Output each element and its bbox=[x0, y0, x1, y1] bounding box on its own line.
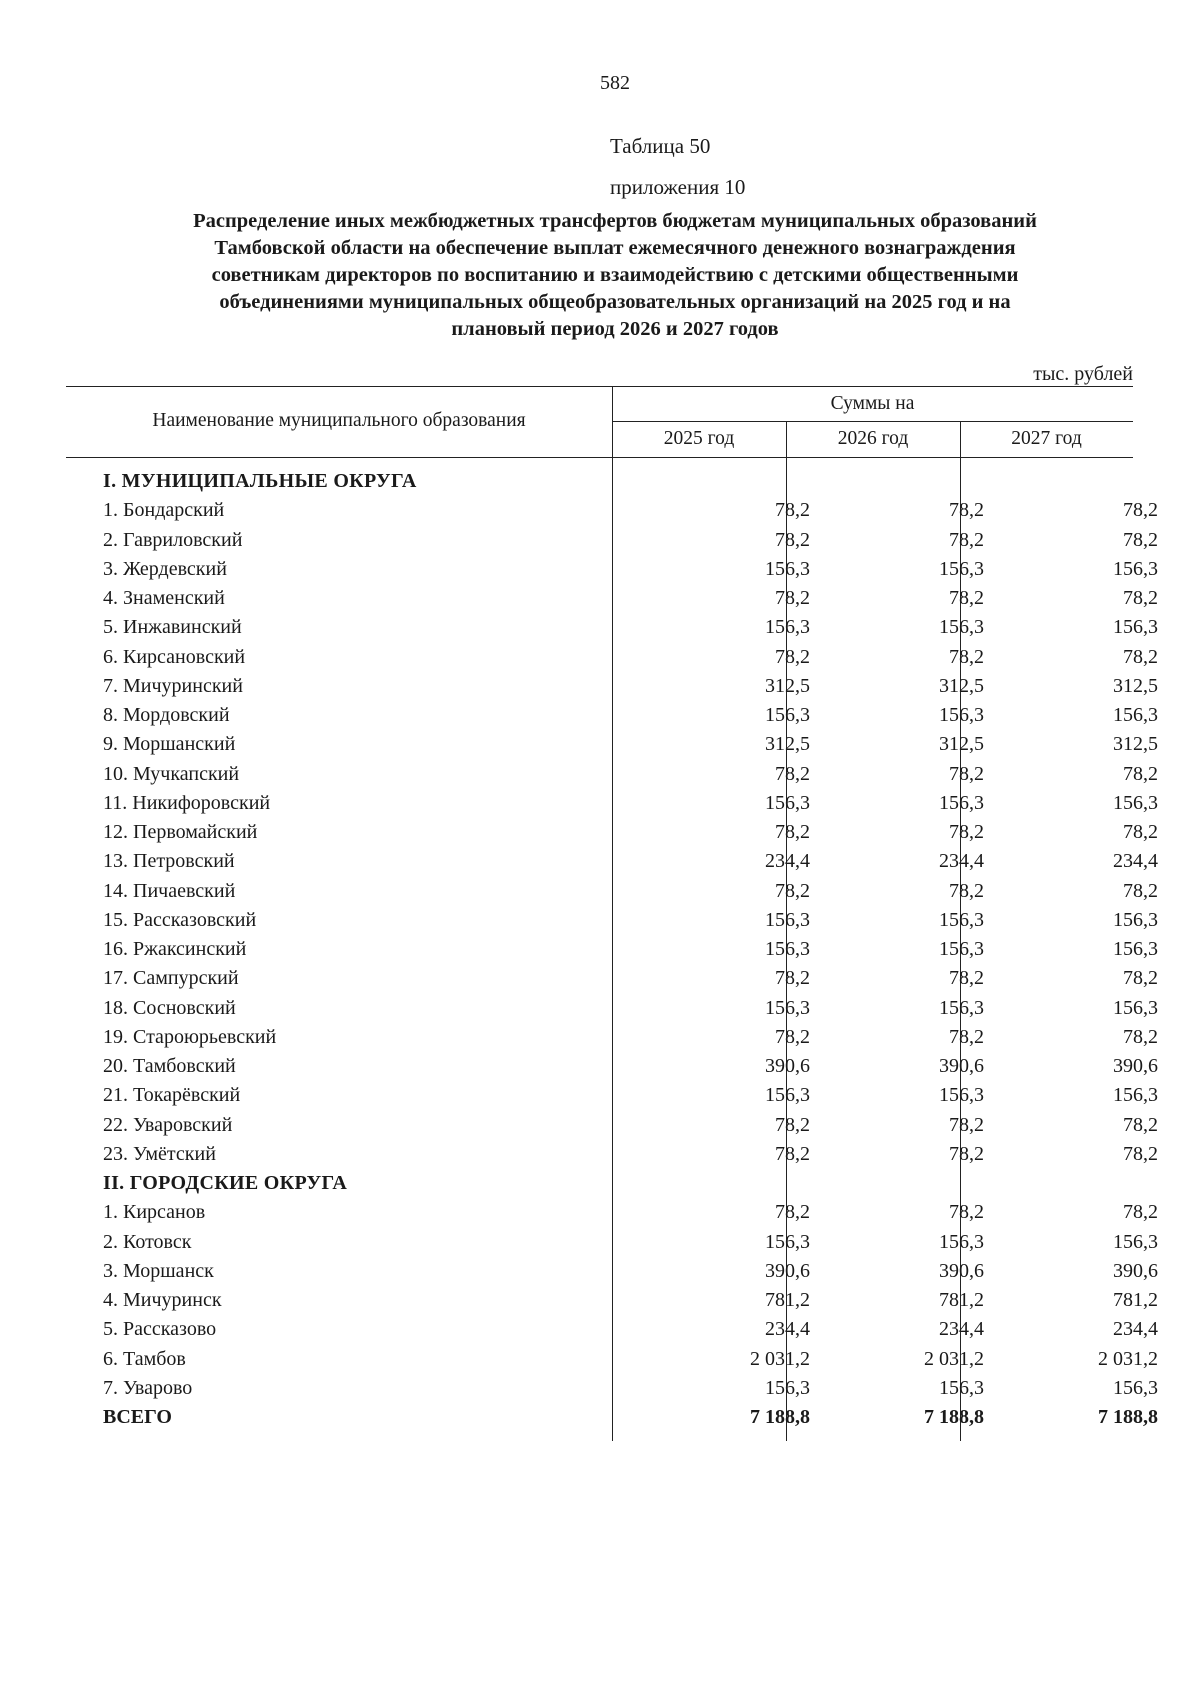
table-row bbox=[66, 879, 1158, 909]
amount-2025: 78,2 bbox=[775, 645, 810, 668]
amount-2025: 390,6 bbox=[765, 1055, 810, 1077]
amount-2025: 78,2 bbox=[775, 1113, 810, 1136]
amount-2025: 156,3 bbox=[765, 1376, 810, 1399]
municipality-name: 23. Умётский bbox=[103, 1142, 216, 1165]
amount-2026: 234,4 bbox=[939, 850, 984, 873]
amount-2027: 78,2 bbox=[1123, 821, 1158, 843]
amount-2026: 78,2 bbox=[949, 762, 984, 785]
amount-2026: 78,2 bbox=[949, 1025, 984, 1048]
amount-2026: 2 031,2 bbox=[924, 1347, 984, 1370]
amount-2026: 156,3 bbox=[939, 791, 984, 814]
amount-2026: 78,2 bbox=[949, 821, 984, 843]
table-row bbox=[66, 1347, 1158, 1377]
table-row bbox=[66, 645, 1158, 675]
amount-2026: 781,2 bbox=[939, 1289, 984, 1311]
table-row bbox=[66, 499, 1158, 528]
amount-2027: 156,3 bbox=[1113, 791, 1158, 814]
amount-2026: 78,2 bbox=[949, 879, 984, 902]
amount-2026: 390,6 bbox=[939, 1055, 984, 1077]
header-year-2026: 2026 год bbox=[837, 428, 909, 449]
table-row bbox=[66, 850, 1158, 879]
amount-2025: 781,2 bbox=[765, 1289, 810, 1311]
table-row bbox=[66, 967, 1158, 996]
amount-2025: 156,3 bbox=[765, 1084, 810, 1107]
amount-2025: 156,3 bbox=[765, 908, 810, 931]
amount-2027: 7 188,8 bbox=[1098, 1406, 1158, 1428]
amount-2027: 78,2 bbox=[1123, 762, 1158, 785]
amount-2025: 156,3 bbox=[765, 938, 810, 960]
municipality-name: 21. Токарёвский bbox=[103, 1084, 241, 1107]
table-row bbox=[66, 1084, 1158, 1113]
table-row bbox=[66, 938, 1158, 967]
municipality-name: 6. Тамбов bbox=[103, 1347, 186, 1370]
table-row bbox=[66, 821, 1158, 850]
table-row bbox=[66, 791, 1158, 821]
amount-2027: 390,6 bbox=[1113, 1259, 1158, 1282]
table-row bbox=[66, 733, 1158, 762]
table-row bbox=[66, 1201, 1158, 1230]
municipality-name: 2. Гавриловский bbox=[103, 528, 243, 551]
municipality-name: 7. Мичуринский bbox=[103, 674, 243, 697]
table-row bbox=[66, 1025, 1158, 1055]
amount-2027: 78,2 bbox=[1123, 967, 1158, 990]
amount-2026: 156,3 bbox=[939, 908, 984, 931]
amount-2026: 78,2 bbox=[949, 645, 984, 668]
amount-2026: 78,2 bbox=[949, 499, 984, 522]
municipality-name: 15. Рассказовский bbox=[103, 908, 257, 931]
municipality-name: 9. Моршанский bbox=[103, 733, 236, 756]
amount-2025: 234,4 bbox=[765, 1318, 810, 1341]
amount-2026: 78,2 bbox=[949, 1201, 984, 1224]
amount-2027: 2 031,2 bbox=[1098, 1347, 1158, 1370]
municipality-name: 19. Староюрьевский bbox=[103, 1025, 277, 1048]
header-bottom-border bbox=[66, 457, 1133, 458]
table-row bbox=[66, 1376, 1158, 1406]
amount-2027: 156,3 bbox=[1113, 616, 1158, 639]
amount-2025: 78,2 bbox=[775, 1025, 810, 1048]
units-label: тыс. рублей bbox=[1033, 363, 1133, 385]
amount-2025: 312,5 bbox=[765, 674, 810, 697]
page-number: 582 bbox=[600, 72, 630, 94]
amount-2027: 156,3 bbox=[1113, 557, 1158, 580]
table-row bbox=[66, 528, 1158, 558]
amount-2025: 78,2 bbox=[775, 1142, 810, 1165]
amount-2026: 156,3 bbox=[939, 557, 984, 580]
header-year-2025: 2025 год bbox=[663, 428, 735, 449]
table-top-border bbox=[66, 386, 1133, 387]
municipality-name: 4. Мичуринск bbox=[103, 1289, 222, 1311]
municipality-name: 17. Сампурский bbox=[103, 967, 239, 990]
table-row bbox=[66, 762, 1158, 792]
header-name-column: Наименование муниципального образования bbox=[152, 410, 526, 431]
amount-2025: 78,2 bbox=[775, 587, 810, 609]
amount-2027: 78,2 bbox=[1123, 879, 1158, 902]
amount-2027: 156,3 bbox=[1113, 908, 1158, 931]
amount-2025: 156,3 bbox=[765, 791, 810, 814]
municipality-name: 20. Тамбовский bbox=[103, 1055, 236, 1077]
table-row bbox=[66, 587, 1158, 616]
title-line: Распределение иных межбюджетных трансфертов бюджетам муниципальных образований bbox=[193, 210, 1037, 232]
amount-2026: 156,3 bbox=[939, 616, 984, 639]
table-row bbox=[66, 1259, 1158, 1289]
amount-2026: 312,5 bbox=[939, 733, 984, 756]
amount-2025: 156,3 bbox=[765, 557, 810, 580]
amount-2027: 312,5 bbox=[1113, 674, 1158, 697]
municipality-name: 16. Ржаксинский bbox=[103, 938, 247, 960]
table-row bbox=[66, 996, 1158, 1026]
amount-2027: 390,6 bbox=[1113, 1055, 1158, 1077]
amount-2025: 7 188,8 bbox=[750, 1406, 810, 1428]
table-row bbox=[66, 557, 1158, 587]
section-heading: I. МУНИЦИПАЛЬНЫЕ ОКРУГА bbox=[103, 470, 417, 492]
amount-2025: 2 031,2 bbox=[750, 1347, 810, 1370]
amount-2025: 156,3 bbox=[765, 996, 810, 1019]
amount-2026: 234,4 bbox=[939, 1318, 984, 1341]
amount-2026: 78,2 bbox=[949, 967, 984, 990]
amount-2027: 156,3 bbox=[1113, 1084, 1158, 1107]
municipality-name: 18. Сосновский bbox=[103, 996, 236, 1019]
municipality-name: 1. Кирсанов bbox=[103, 1201, 206, 1224]
amount-2025: 312,5 bbox=[765, 733, 810, 756]
table-row bbox=[66, 616, 1158, 645]
amount-2026: 156,3 bbox=[939, 1230, 984, 1253]
table-row bbox=[66, 1230, 1158, 1260]
section-row bbox=[66, 1172, 1133, 1201]
table-row bbox=[66, 1318, 1158, 1347]
appendix-label: приложения 10 bbox=[610, 175, 746, 199]
amount-2026: 156,3 bbox=[939, 938, 984, 960]
table-row bbox=[66, 1055, 1158, 1084]
amount-2026: 312,5 bbox=[939, 674, 984, 697]
amount-2026: 156,3 bbox=[939, 1376, 984, 1399]
amount-2025: 78,2 bbox=[775, 762, 810, 785]
municipality-name: 11. Никифоровский bbox=[103, 791, 271, 814]
table-row bbox=[66, 1113, 1158, 1143]
amount-2027: 78,2 bbox=[1123, 1025, 1158, 1048]
amount-2027: 78,2 bbox=[1123, 1113, 1158, 1136]
amount-2027: 312,5 bbox=[1113, 733, 1158, 756]
amount-2027: 156,3 bbox=[1113, 938, 1158, 960]
amount-2027: 78,2 bbox=[1123, 499, 1158, 522]
municipality-name: 12. Первомайский bbox=[103, 821, 258, 843]
municipality-name: 8. Мордовский bbox=[103, 704, 230, 726]
header-year-2027: 2027 год bbox=[1011, 428, 1082, 449]
amount-2026: 156,3 bbox=[939, 1084, 984, 1107]
amount-2026: 78,2 bbox=[949, 587, 984, 609]
amount-2026: 156,3 bbox=[939, 704, 984, 726]
amount-2027: 234,4 bbox=[1113, 850, 1158, 873]
municipality-name: 5. Рассказово bbox=[103, 1318, 217, 1341]
amount-2027: 78,2 bbox=[1123, 1201, 1158, 1224]
amount-2025: 78,2 bbox=[775, 879, 810, 902]
municipality-name: 22. Уваровский bbox=[103, 1113, 233, 1136]
amount-2025: 234,4 bbox=[765, 850, 810, 873]
amount-2027: 78,2 bbox=[1123, 528, 1158, 551]
amount-2025: 156,3 bbox=[765, 616, 810, 639]
amount-2025: 78,2 bbox=[775, 967, 810, 990]
municipality-name: 4. Знаменский bbox=[103, 587, 225, 609]
table-row bbox=[66, 674, 1158, 704]
amount-2026: 78,2 bbox=[949, 1142, 984, 1165]
amount-2025: 78,2 bbox=[775, 528, 810, 551]
municipality-name: 13. Петровский bbox=[103, 850, 235, 873]
amount-2027: 156,3 bbox=[1113, 1230, 1158, 1253]
header-sums: Суммы на bbox=[830, 393, 915, 414]
amount-2027: 78,2 bbox=[1123, 1142, 1158, 1165]
table-row bbox=[66, 704, 1158, 733]
title-line: Тамбовской области на обеспечение выплат ежемесячного денежного вознаграждения bbox=[214, 237, 1016, 259]
total-row bbox=[66, 1406, 1158, 1435]
municipality-name: 2. Котовск bbox=[103, 1230, 192, 1253]
amount-2026: 390,6 bbox=[939, 1259, 984, 1282]
municipality-name: 10. Мучкапский bbox=[103, 762, 240, 785]
municipality-name: 3. Жердевский bbox=[103, 557, 227, 580]
title-line: плановый период 2026 и 2027 годов bbox=[451, 318, 779, 340]
municipality-name: 3. Моршанск bbox=[103, 1259, 214, 1282]
amount-2025: 78,2 bbox=[775, 499, 810, 522]
municipality-name: 6. Кирсановский bbox=[103, 645, 246, 668]
amount-2025: 390,6 bbox=[765, 1259, 810, 1282]
amount-2027: 781,2 bbox=[1113, 1289, 1158, 1311]
title-line: советникам директоров по воспитанию и взаимодействию с детскими общественными bbox=[211, 264, 1019, 286]
amount-2026: 7 188,8 bbox=[924, 1406, 984, 1428]
section-row bbox=[66, 470, 1133, 499]
municipality-name: ВСЕГО bbox=[103, 1406, 172, 1428]
document-title bbox=[70, 208, 1160, 343]
amount-2027: 78,2 bbox=[1123, 587, 1158, 609]
amount-2025: 156,3 bbox=[765, 704, 810, 726]
municipality-name: 7. Уварово bbox=[103, 1376, 193, 1399]
table-row bbox=[66, 1289, 1158, 1318]
amount-2026: 78,2 bbox=[949, 1113, 984, 1136]
table-row bbox=[66, 908, 1158, 938]
amount-2025: 78,2 bbox=[775, 1201, 810, 1224]
municipality-name: 14. Пичаевский bbox=[103, 879, 236, 902]
amount-2027: 156,3 bbox=[1113, 704, 1158, 726]
amount-2027: 78,2 bbox=[1123, 645, 1158, 668]
municipality-name: 5. Инжавинский bbox=[103, 616, 242, 639]
amount-2025: 156,3 bbox=[765, 1230, 810, 1253]
amount-2027: 156,3 bbox=[1113, 1376, 1158, 1399]
table-row bbox=[66, 1142, 1158, 1172]
section-heading: II. ГОРОДСКИЕ ОКРУГА bbox=[103, 1172, 348, 1194]
municipality-name: 1. Бондарский bbox=[103, 499, 225, 522]
amount-2027: 156,3 bbox=[1113, 996, 1158, 1019]
header-sums-divider bbox=[612, 421, 1133, 422]
amount-2025: 78,2 bbox=[775, 821, 810, 843]
amount-2026: 78,2 bbox=[949, 528, 984, 551]
table-label: Таблица 50 bbox=[610, 134, 711, 158]
amount-2026: 156,3 bbox=[939, 996, 984, 1019]
title-line: объединениями муниципальных общеобразовательных организаций на 2025 год и на bbox=[219, 291, 1011, 313]
amount-2027: 234,4 bbox=[1113, 1318, 1158, 1341]
